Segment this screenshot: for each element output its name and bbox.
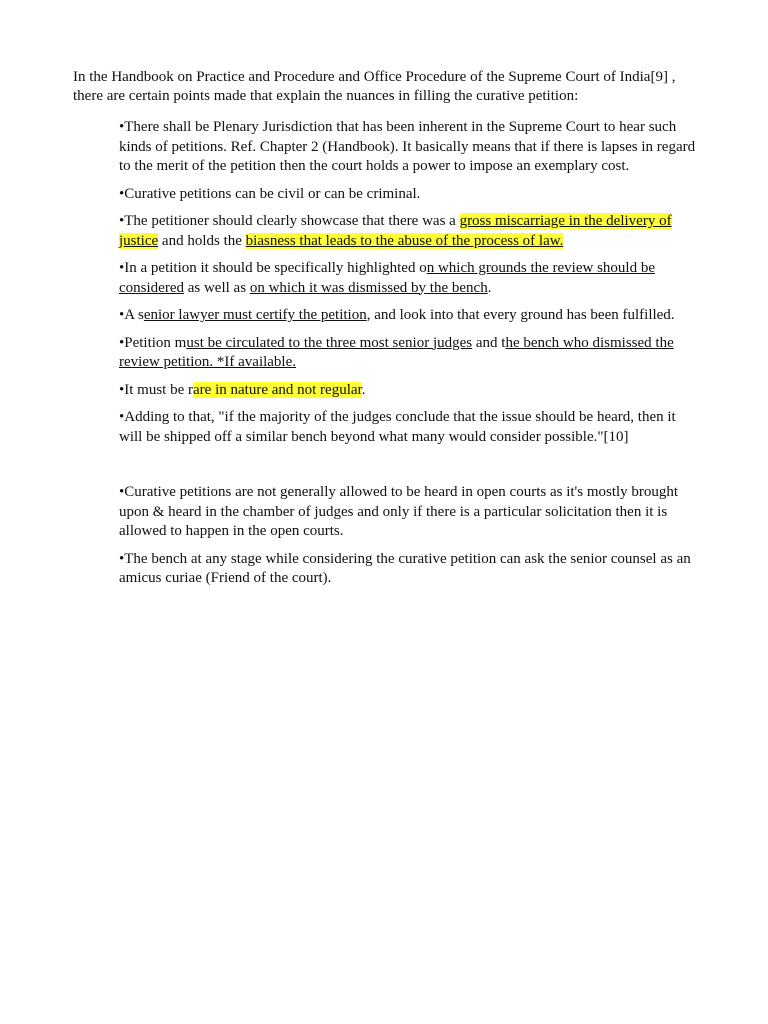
bullet-item [119, 185, 701, 205]
highlighted-text: are in nature and not regular [193, 381, 362, 398]
bullet-marker: • [119, 334, 125, 351]
bullet-text: and holds the [158, 232, 246, 249]
bullet-marker: • [119, 119, 125, 135]
highlighted-underlined-text: gross miscarriage in the delivery of justice [119, 213, 672, 249]
bullet-text: A s [124, 307, 144, 323]
intro-paragraph: In the Handbook on Practice and Procedure and Office Procedure of the Supreme Court of India[9] , there are certain points made that explain the nuances in filling the curative petition: [73, 69, 676, 104]
bullet-marker: • [119, 260, 125, 276]
bullet-marker: • [119, 550, 125, 567]
bullet-marker: • [119, 307, 125, 323]
underlined-text: on which it was dismissed by the bench [249, 279, 488, 296]
bullet-item [119, 306, 701, 326]
bullet-list [119, 118, 701, 597]
bullet-item [119, 334, 701, 373]
paragraph-gap [119, 455, 701, 483]
bullet-item [119, 483, 701, 542]
bullet-text: . [361, 381, 366, 398]
bullet-text: Curative petitions are not generally allowed to be heard in open courts as it's mostly brought upon & heard in the chamber of judges and only if there is a particular solicitation then it is allowed to happen in the open courts. [119, 484, 679, 539]
bullet-text: , and look into that every ground has been fulfilled. [366, 307, 675, 323]
bullet-item [119, 118, 701, 177]
bullet-marker: • [119, 185, 125, 202]
bullet-item [119, 212, 701, 251]
bullet-text: . [487, 279, 492, 296]
bullet-text: In a petition it should be specifically highlighted o [124, 260, 427, 276]
underlined-text: enior lawyer must certify the petition [143, 307, 367, 323]
bullet-marker: • [119, 484, 125, 500]
bullet-text: Petition m [124, 334, 187, 351]
bullet-item [119, 550, 701, 589]
bullet-text: It must be r [124, 381, 194, 398]
bullet-text: as well as [183, 279, 250, 296]
bullet-text: The petitioner should clearly showcase that there was a [124, 213, 460, 229]
underlined-text: ust be circulated to the three most senior judges [186, 334, 473, 351]
bullet-text: and t [472, 334, 506, 351]
bullet-item [119, 408, 701, 447]
bullet-marker: • [119, 213, 125, 229]
underlined-text: he bench who dismissed the review petition. *If available. [119, 334, 674, 370]
bullet-text: There shall be Plenary Jurisdiction that has been inherent in the Supreme Court to hear such kinds of petitions. Ref. Chapter 2 (Handbook). It basically means that if there is lapses in regard to the merit of the petition then the court holds a power to impose an exemplary cost. [119, 119, 696, 174]
bullet-item [119, 259, 701, 298]
bullet-marker: • [119, 409, 125, 425]
underlined-text: n which grounds the review should be considered [119, 260, 656, 296]
bullet-item [119, 381, 701, 401]
bullet-text: Curative petitions can be civil or can be criminal. [124, 185, 421, 202]
bullet-text: Adding to that, "if the majority of the judges conclude that the issue should be heard, then it will be shipped off a similar bench beyond what many would consider possible."[10] [119, 409, 676, 445]
bullet-text: The bench at any stage while considering the curative petition can ask the senior counsel as an amicus curiae (Friend of the court). [119, 550, 691, 586]
highlighted-underlined-text: biasness that leads to the abuse of the process of law. [245, 232, 564, 249]
bullet-marker: • [119, 381, 125, 398]
